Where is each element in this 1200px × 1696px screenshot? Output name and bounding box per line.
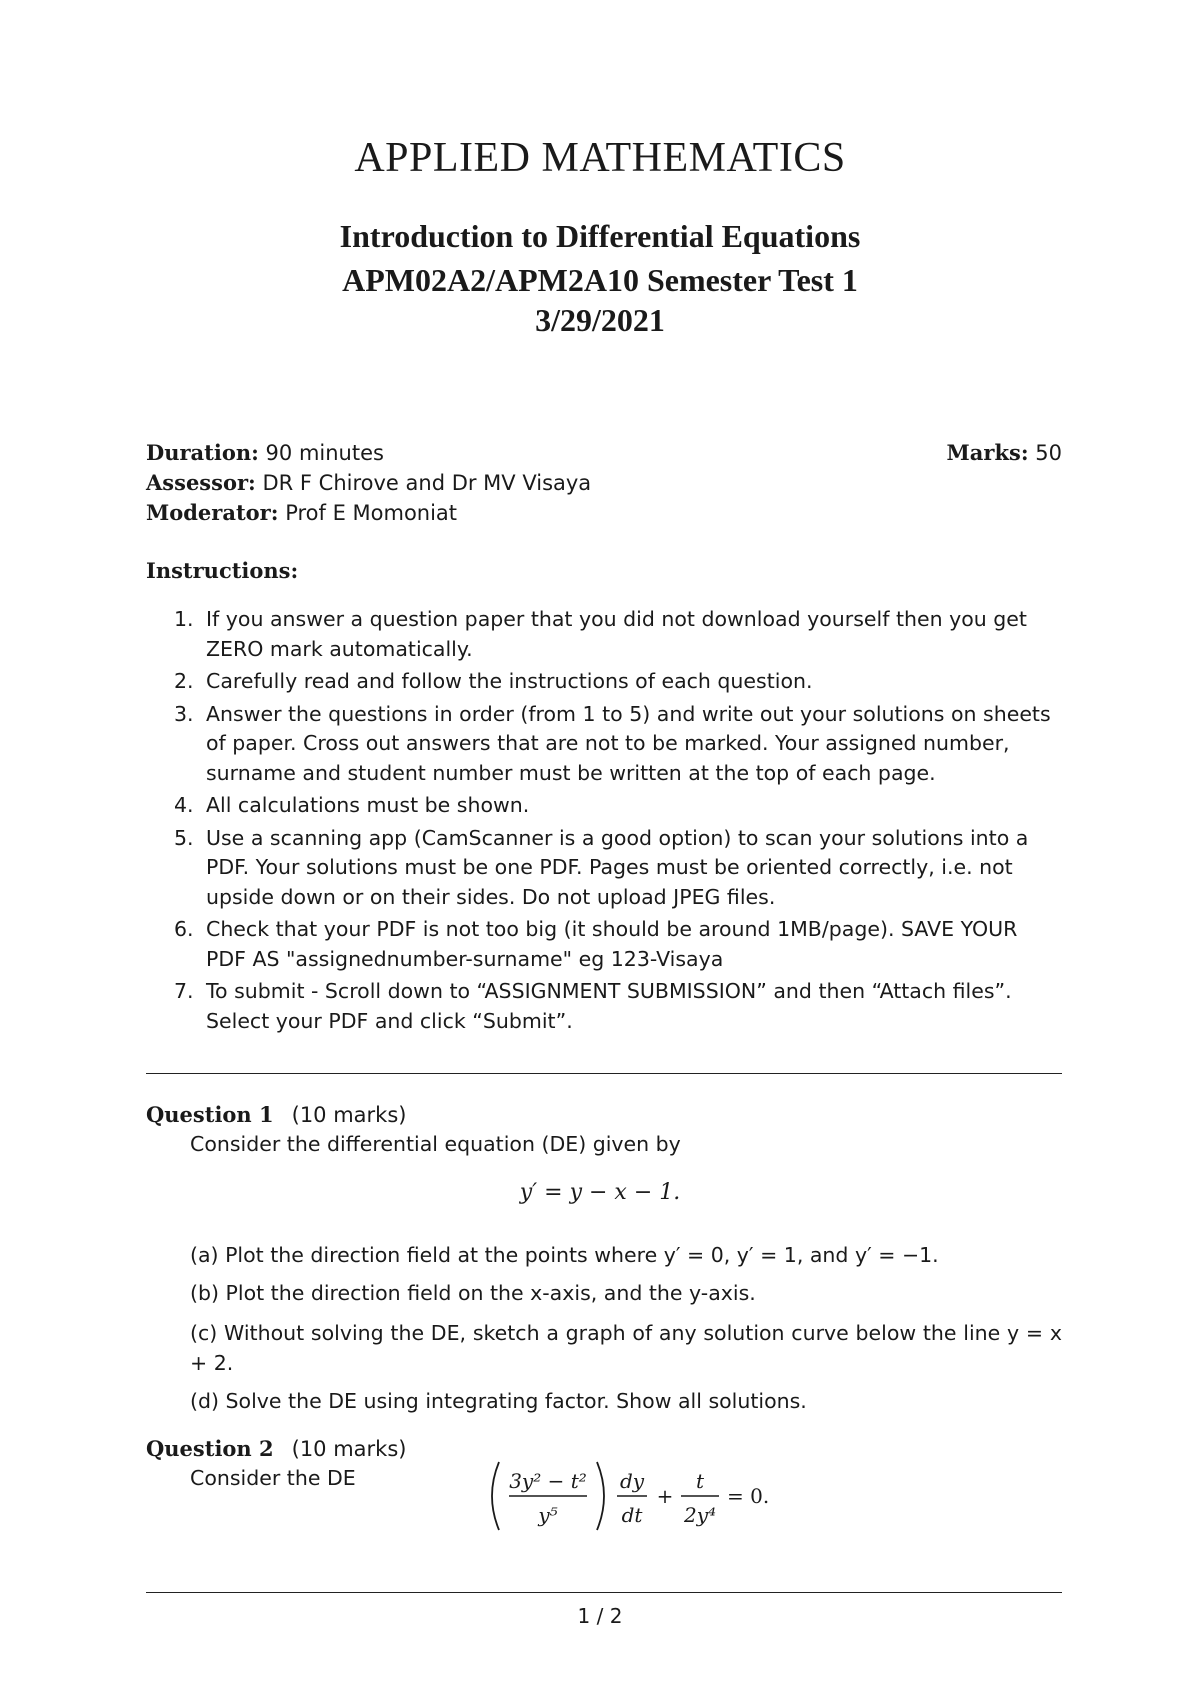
question-1-part-a: (a) Plot the direction field at the points where y′ = 0, y′ = 1, and y′ = −1. xyxy=(190,1243,939,1267)
item-text: Use a scanning app (CamScanner is a good option) to scan your solutions into a PDF. Your solutions must be one PDF. Pages must be oriented correctly, i.e. not upside down or on their sides. Do not upload JPEG files. xyxy=(206,825,1029,909)
duration-line xyxy=(146,440,384,465)
question-2-label: Question 2 xyxy=(146,1436,274,1461)
term-numerator: t xyxy=(695,1469,705,1493)
marks-label: Marks: xyxy=(946,440,1029,465)
question-2-marks: (10 marks) xyxy=(291,1437,407,1461)
exam-meta xyxy=(146,440,1062,530)
left-paren-icon xyxy=(492,1462,499,1530)
question-2-heading xyxy=(146,1436,406,1461)
item-number: 5. xyxy=(174,825,194,850)
instructions-heading: Instructions: xyxy=(146,558,299,583)
section-divider xyxy=(146,1073,1062,1074)
equals-zero: = 0. xyxy=(727,1484,770,1508)
item-number: 4. xyxy=(174,793,194,817)
question-1-part-c: (c) Without solving the DE, sketch a graph of any solution curve below the line y = x + 2. xyxy=(190,1321,1062,1375)
instructions-list xyxy=(146,605,1062,1039)
question-2-equation xyxy=(485,1450,775,1550)
item-text: Answer the questions in order (from 1 to 5) and write out your solutions on sheets of paper. Cross out answers that are not to be marked. Your assigned number, surname and student number must be written at the top of each page. xyxy=(206,701,1051,785)
list-item xyxy=(146,667,1062,697)
item-number: 1. xyxy=(174,607,194,631)
question-1-part-d: (d) Solve the DE using integrating factor. Show all solutions. xyxy=(190,1389,807,1413)
moderator-value: Prof E Momoniat xyxy=(285,501,458,525)
list-item xyxy=(146,791,1062,821)
assessor-line xyxy=(146,470,591,495)
term-denominator: 2y⁴ xyxy=(683,1503,717,1527)
document-title: APPLIED MATHEMATICS xyxy=(354,135,846,181)
assessor-label: Assessor: xyxy=(146,470,256,495)
equation-text: y′ = y − x − 1. xyxy=(519,1180,681,1205)
fraction-denominator: y⁵ xyxy=(538,1503,558,1527)
list-item xyxy=(146,824,1062,913)
item-text: To submit - Scroll down to “ASSIGNMENT SUBMISSION” and then “Attach files”. Select your PDF and click “Submit”. xyxy=(206,979,1012,1033)
duration-label: Duration: xyxy=(146,440,259,465)
page-number: 1 / 2 xyxy=(577,1604,623,1628)
list-item xyxy=(146,915,1062,974)
duration-value: 90 minutes xyxy=(265,441,384,465)
question-1-part-b: (b) Plot the direction field on the x-axis, and the y-axis. xyxy=(190,1281,756,1305)
list-item xyxy=(146,700,1062,789)
test-date: 3/29/2021 xyxy=(535,302,665,338)
right-paren-icon xyxy=(597,1462,604,1530)
footer-divider xyxy=(146,1592,1062,1593)
marks-value: 50 xyxy=(1035,441,1062,465)
item-number: 6. xyxy=(174,917,194,941)
question-1-marks: (10 marks) xyxy=(291,1103,407,1127)
question-1-label: Question 1 xyxy=(146,1102,274,1127)
derivative-numerator: dy xyxy=(619,1469,645,1493)
course-subtitle: Introduction to Differential Equations xyxy=(339,218,861,254)
item-text: Check that your PDF is not too big (it should be around 1MB/page). SAVE YOUR PDF AS "assignednumber-surname" eg 123-Visaya xyxy=(206,917,1018,971)
moderator-label: Moderator: xyxy=(146,500,279,525)
item-text: If you answer a question paper that you did not download yourself then you get ZERO mark automatically. xyxy=(206,607,1027,661)
question-1-intro: Consider the differential equation (DE) given by xyxy=(190,1132,681,1156)
fraction-numerator: 3y² − t² xyxy=(509,1469,587,1493)
item-number: 7. xyxy=(174,979,194,1003)
derivative-denominator: dt xyxy=(621,1503,643,1527)
item-number: 3. xyxy=(174,701,194,726)
item-text: Carefully read and follow the instructions of each question. xyxy=(206,669,813,693)
item-text: All calculations must be shown. xyxy=(206,793,530,817)
total-marks xyxy=(947,440,1062,465)
list-item xyxy=(146,977,1062,1036)
question-1-equation xyxy=(0,1180,1200,1205)
course-code: APM02A2/APM2A10 Semester Test 1 xyxy=(342,262,858,298)
question-1-heading xyxy=(146,1102,406,1127)
plus-sign: + xyxy=(656,1484,674,1508)
moderator-line xyxy=(146,500,457,525)
question-2-intro: Consider the DE xyxy=(190,1466,356,1490)
list-item xyxy=(146,605,1062,664)
item-number: 2. xyxy=(174,669,194,693)
assessor-value: DR F Chirove and Dr MV Visaya xyxy=(262,471,592,495)
